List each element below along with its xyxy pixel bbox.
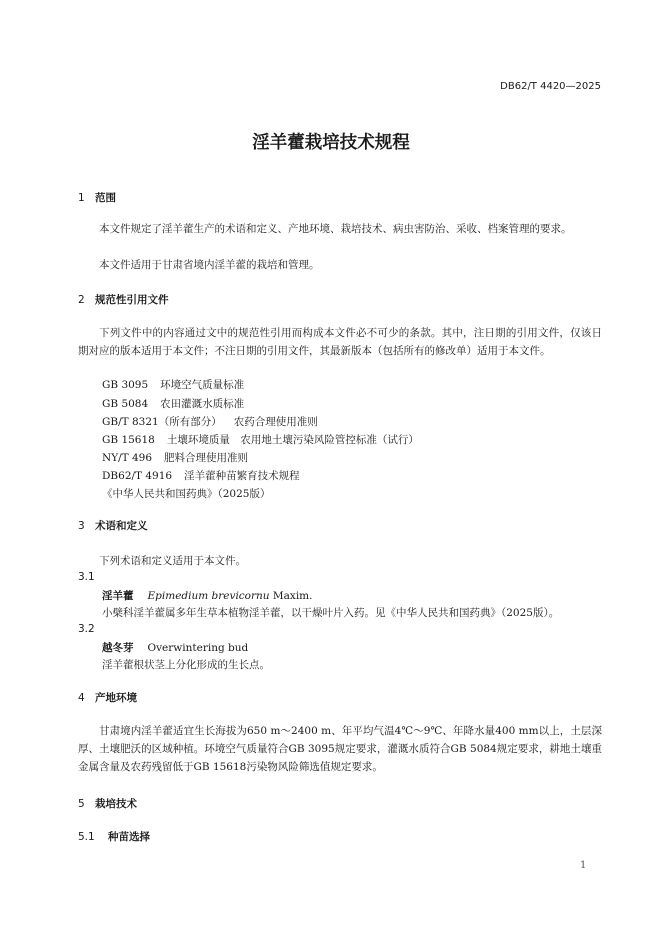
term-definition: 淫羊藿根状茎上分化形成的生长点。 [102, 659, 270, 671]
reference-code: NY/T 496 [102, 452, 153, 464]
term-entry [102, 640, 248, 655]
reference-name: 淫羊藿种苗繁育技术规程 [184, 470, 300, 482]
subsection-title: 种苗选择 [108, 831, 150, 843]
paragraph: 下列术语和定义适用于本文件。 [99, 555, 246, 567]
reference-name: 土壤环境质量 农用地土壤污染风险管控标准（试行） [166, 434, 419, 446]
term-english: Overwintering bud [147, 642, 249, 654]
reference-item [102, 396, 244, 411]
term-author: Maxim. [269, 590, 313, 602]
section-number: 5 [78, 798, 85, 810]
reference-code: GB 5084 [102, 398, 149, 410]
reference-item [102, 450, 248, 465]
subsection-number: 5.1 [78, 831, 95, 843]
document-title: 淫羊藿栽培技术规程 [252, 133, 410, 153]
section-number: 3 [78, 520, 85, 532]
term-definition: 小檗科淫羊藿属多年生草本植物淫羊藿，以干燥叶片入药。见《中华人民共和国药典》（2025版）。 [102, 607, 560, 619]
term-number: 3.1 [78, 571, 95, 583]
paragraph: 下列文件中的内容通过文中的规范性引用而构成本文件必不可少的条款。其中，注日期的引用文件，仅该日期对应的版本适用于本文件；不注日期的引用文件，其最新版本（包括所有的修改单）适用于本文件。 [78, 327, 602, 357]
section-title: 术语和定义 [95, 520, 148, 532]
reference-name: 环境空气质量标准 [160, 379, 245, 391]
section-title: 栽培技术 [95, 798, 137, 810]
section-title: 产地环境 [95, 692, 137, 704]
section-heading-scope [78, 190, 116, 205]
term-chinese: 淫羊藿 [102, 590, 134, 602]
section-heading-references [78, 292, 169, 307]
section-heading-cultivation [78, 796, 137, 811]
paragraph: 本文件规定了淫羊藿生产的术语和定义、产地环境、栽培技术、病虫害防治、采收、档案管理的要求。 [99, 223, 572, 235]
reference-code: DB62/T 4916 [102, 470, 173, 482]
page-number: 1 [580, 860, 587, 871]
reference-name: 农田灌溉水质标准 [160, 398, 245, 410]
reference-item [102, 432, 419, 447]
reference-name: 肥料合理使用准则 [164, 452, 249, 464]
reference-item [102, 486, 282, 501]
reference-code: 《中华人民共和国药典》（2025版） [102, 488, 271, 500]
section-number: 2 [78, 294, 85, 306]
reference-code: GB/T 8321（所有部分） [102, 416, 222, 428]
section-number: 1 [78, 192, 85, 204]
subsection-heading-seedling-selection [78, 829, 150, 844]
term-latin: Epimedium brevicornu [147, 590, 270, 602]
term-entry [102, 588, 312, 603]
reference-item [102, 377, 244, 392]
reference-code: GB 15618 [102, 434, 155, 446]
paragraph: 本文件适用于甘肃省境内淫羊藿的栽培和管理。 [99, 259, 320, 271]
section-number: 4 [78, 692, 85, 704]
term-number: 3.2 [78, 623, 95, 635]
section-heading-terms [78, 518, 148, 533]
section-title: 规范性引用文件 [95, 294, 169, 306]
reference-item [102, 468, 300, 483]
section-title: 范围 [95, 192, 116, 204]
section-heading-environment [78, 690, 137, 705]
reference-item [102, 414, 318, 429]
term-chinese: 越冬芽 [102, 642, 134, 654]
reference-code: GB 3095 [102, 379, 149, 391]
document-code: DB62/T 4420—2025 [500, 81, 601, 92]
paragraph: 甘肃境内淫羊藿适宜生长海拔为650 m～2400 m、年平均气温4℃～9℃、年降水量400 mm以上，土层深厚、土壤肥沃的区域种植。环境空气质量符合GB 3095规定要求，灌溉水质符合GB 5084规定要求，耕地土壤重金属含量及农药残留低于GB 15618污染物风险筛选值规定要求。 [78, 725, 602, 773]
reference-name: 农药合理使用准则 [233, 416, 318, 428]
